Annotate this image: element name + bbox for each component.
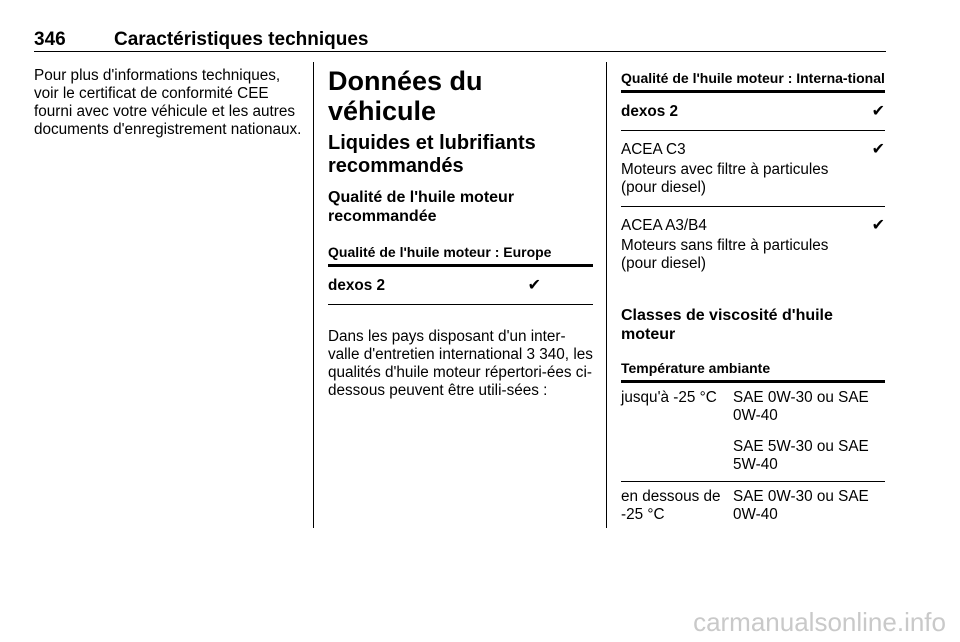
grades-cell (733, 389, 885, 474)
paragraph-text-part-1: Dans les pays disposant d'un inter-valle d'entretien international (328, 328, 566, 363)
europe-table-row (328, 267, 593, 305)
section-heading: Données du véhicule (328, 66, 483, 126)
international-table-row (621, 93, 885, 131)
oil-spec-note: Moteurs sans filtre à particules (pour diesel) (621, 237, 829, 272)
temperature-cell: en dessous de -25 °C (621, 488, 721, 523)
temperature-cell: jusqu'à -25 °C (621, 389, 717, 406)
viscosity-grade: SAE 0W-30 ou SAE 0W-40 (733, 389, 869, 424)
international-table-row (621, 131, 885, 207)
intro-paragraph: Pour plus d'informations techniques, voir le certificat de conformité CEE fourni avec votre véhicule et les autres documents d'enregistrement nationaux. (34, 67, 302, 138)
paragraph-text-part-2: les qualités d'huile moteur répertori-ées ci-dessous peuvent être utili-sées : (328, 346, 593, 399)
oil-quality-heading: Qualité de l'huile moteur recommandée (328, 189, 515, 225)
viscosity-heading: Classes de viscosité d'huile moteur (621, 307, 833, 343)
viscosity-grade: SAE 5W-30 ou SAE 5W-40 (733, 438, 869, 473)
column-divider-2 (606, 62, 607, 528)
checkmark-icon: ✔ (871, 217, 885, 234)
viscosity-table-title: Température ambiante (621, 360, 885, 383)
oil-spec-label: dexos 2 (328, 277, 385, 294)
viscosity-table-row (621, 482, 885, 531)
oil-spec-label: ACEA A3/B4 (621, 217, 707, 234)
oil-spec-note: Moteurs avec filtre à particules (pour diesel) (621, 161, 829, 196)
international-table-title: Qualité de l'huile moteur : Interna-tional (621, 70, 885, 93)
international-interval-paragraph (328, 328, 593, 400)
column-divider-1 (313, 62, 314, 528)
page-number: 346 (34, 29, 66, 50)
viscosity-table-row (621, 383, 885, 482)
oil-spec-label: dexos 2 (621, 103, 678, 120)
site-watermark: carmanualsonline.info (693, 607, 946, 637)
column-3 (621, 70, 885, 531)
europe-table-title: Qualité de l'huile moteur : Europe (328, 244, 593, 267)
checkmark-icon: ✔ (871, 141, 885, 158)
checkmark-icon: ✔ (527, 277, 541, 294)
checkmark-icon: ✔ (871, 103, 885, 120)
grades-cell (733, 488, 885, 524)
oil-spec-label: ACEA C3 (621, 141, 686, 158)
page-reference-number[interactable]: 340, (539, 346, 570, 363)
chapter-title: Caractéristiques techniques (114, 29, 369, 50)
page-header (34, 29, 886, 52)
page-reference-icon[interactable]: 3 (526, 346, 536, 363)
international-table-row (621, 207, 885, 282)
subsection-heading: Liquides et lubrifiants recommandés (328, 132, 536, 177)
column-2 (328, 66, 593, 415)
column-1 (34, 67, 304, 139)
viscosity-grade: SAE 0W-30 ou SAE 0W-40 (733, 488, 869, 523)
